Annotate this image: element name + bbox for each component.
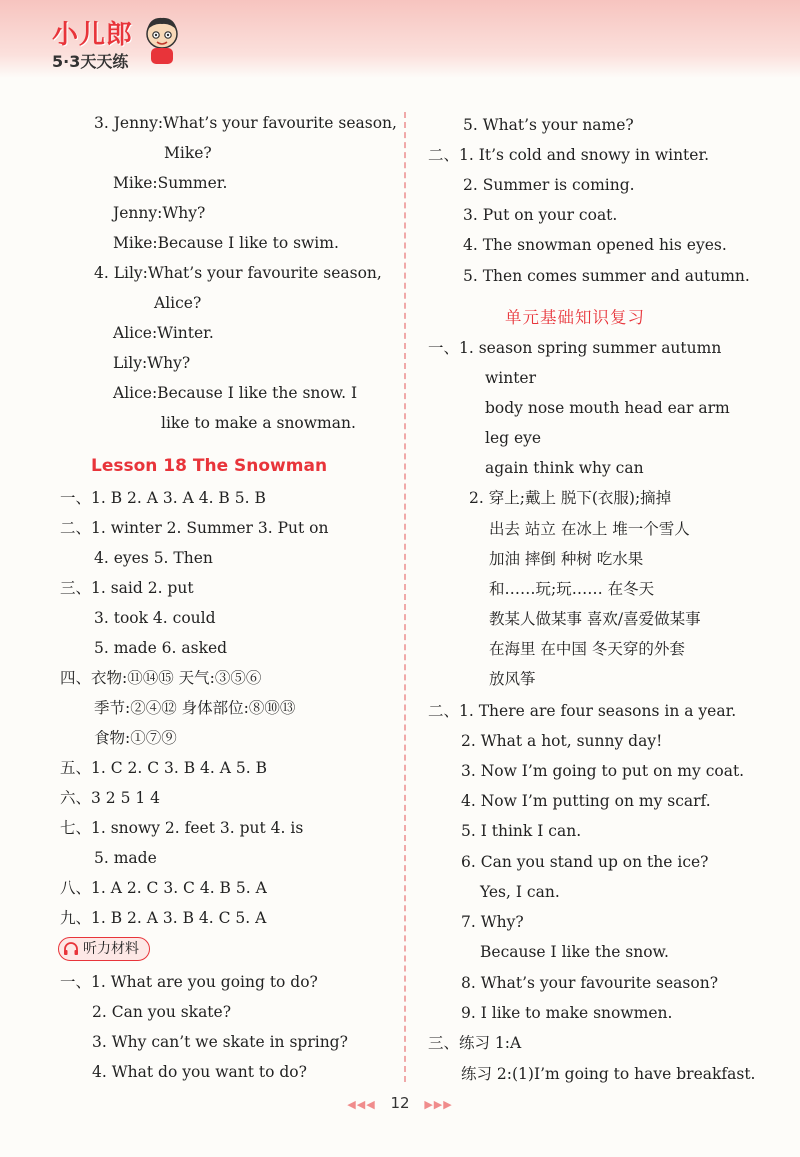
answer-line: 3. took 4. could (94, 609, 216, 627)
review-line: 出去 站立 在冰上 堆一个雪人 (489, 520, 690, 538)
review-line: again think why can (485, 459, 644, 477)
page-footer (0, 1094, 800, 1112)
review-line: Yes, I can. (480, 883, 560, 901)
answer-line: 三、1. said 2. put (60, 579, 194, 597)
answer-line: 一、1. B 2. A 3. A 4. B 5. B (60, 489, 266, 507)
page-header (0, 0, 800, 78)
headphones-icon (63, 941, 79, 957)
answer-line: 季节:②④⑫ 身体部位:⑧⑩⑬ (94, 699, 296, 717)
answer-line: 二、1. winter 2. Summer 3. Put on (60, 519, 329, 537)
review-line: leg eye (485, 429, 542, 447)
answer-line: 四、衣物:⑪⑭⑮ 天气:③⑤⑥ (60, 669, 262, 687)
listening-line: 5. Then comes summer and autumn. (463, 267, 750, 285)
listening-line: 2. Summer is coming. (463, 176, 635, 194)
listening-line: 3. Put on your coat. (463, 206, 618, 224)
review-line: 教某人做某事 喜欢/喜爱做某事 (489, 610, 701, 628)
review-line: 6. Can you stand up on the ice? (461, 853, 709, 871)
review-line: 9. I like to make snowmen. (461, 1004, 673, 1022)
next-arrows-icon: ▶▶▶ (424, 1098, 453, 1111)
review-line: 二、1. There are four seasons in a year. (428, 702, 737, 720)
review-line: 三、练习 1:A (428, 1034, 522, 1052)
listening-line: 5. What’s your name? (463, 116, 634, 134)
answer-line: 九、1. B 2. A 3. B 4. C 5. A (60, 909, 267, 927)
listening-badge (58, 937, 150, 961)
review-line: 放风筝 (489, 670, 536, 688)
review-line: 在海里 在中国 冬天穿的外套 (489, 640, 685, 658)
dialogue-line: Alice? (154, 294, 202, 312)
answer-line: 五、1. C 2. C 3. B 4. A 5. B (60, 759, 267, 777)
answer-line: 六、3 2 5 1 4 (60, 789, 161, 807)
column-divider (404, 112, 406, 1082)
listening-line: 二、1. It’s cold and snowy in winter. (428, 146, 710, 164)
listening-line: 4. The snowman opened his eyes. (463, 236, 727, 254)
review-line: 8. What’s your favourite season? (461, 974, 719, 992)
answer-line: 七、1. snowy 2. feet 3. put 4. is (60, 819, 304, 837)
dialogue-line: Lily:Why? (113, 354, 191, 372)
review-line: 5. I think I can. (461, 822, 582, 840)
answer-line: 4. eyes 5. Then (94, 549, 213, 567)
review-line: 3. Now I’m going to put on my coat. (461, 762, 745, 780)
dialogue-line: like to make a snowman. (161, 414, 356, 432)
dialogue-line: Alice:Winter. (113, 324, 214, 342)
answer-line: 5. made (94, 849, 157, 867)
review-line: 一、1. season spring summer autumn (428, 339, 722, 357)
review-line: 加油 摔倒 种树 吃水果 (489, 550, 644, 568)
dialogue-line: Alice:Because I like the snow. I (113, 384, 358, 402)
review-line: 和……玩;玩…… 在冬天 (489, 580, 655, 598)
brand-name: 小儿郎 (52, 20, 134, 50)
dialogue-line: 4. Lily:What’s your favourite season, (94, 264, 382, 282)
review-line: body nose mouth head ear arm (485, 399, 730, 417)
listening-line: 4. What do you want to do? (92, 1063, 307, 1081)
review-line: 2. 穿上;戴上 脱下(衣服);摘掉 (469, 489, 672, 507)
listening-line: 3. Why can’t we skate in spring? (92, 1033, 348, 1051)
review-line: 练习 2:(1)I’m going to have breakfast. (461, 1065, 756, 1083)
prev-arrows-icon: ◀◀◀ (347, 1098, 376, 1111)
listening-line: 2. Can you skate? (92, 1003, 232, 1021)
dialogue-line: Mike:Because I like to swim. (113, 234, 339, 252)
dialogue-line: Mike? (164, 144, 212, 162)
answer-line: 5. made 6. asked (94, 639, 228, 657)
review-title: 单元基础知识复习 (505, 308, 645, 327)
mascot-icon (140, 14, 184, 68)
dialogue-line: Jenny:Why? (113, 204, 206, 222)
review-line: 2. What a hot, sunny day! (461, 732, 663, 750)
listening-label: 听力材料 (83, 941, 139, 957)
lesson-title: Lesson 18 The Snowman (91, 456, 328, 476)
review-line: Because I like the snow. (480, 943, 669, 961)
answer-line: 食物:①⑦⑨ (94, 729, 177, 747)
answer-line: 八、1. A 2. C 3. C 4. B 5. A (60, 879, 267, 897)
brand-logo (52, 14, 133, 72)
page-number: 12 (390, 1094, 410, 1112)
listening-line: 一、1. What are you going to do? (60, 973, 318, 991)
review-line: 4. Now I’m putting on my scarf. (461, 792, 711, 810)
dialogue-line: Mike:Summer. (113, 174, 228, 192)
series-name: 5·3天天练 (52, 52, 129, 71)
review-line: 7. Why? (461, 913, 524, 931)
review-line: winter (485, 369, 537, 387)
dialogue-line: 3. Jenny:What’s your favourite season, (94, 114, 397, 132)
